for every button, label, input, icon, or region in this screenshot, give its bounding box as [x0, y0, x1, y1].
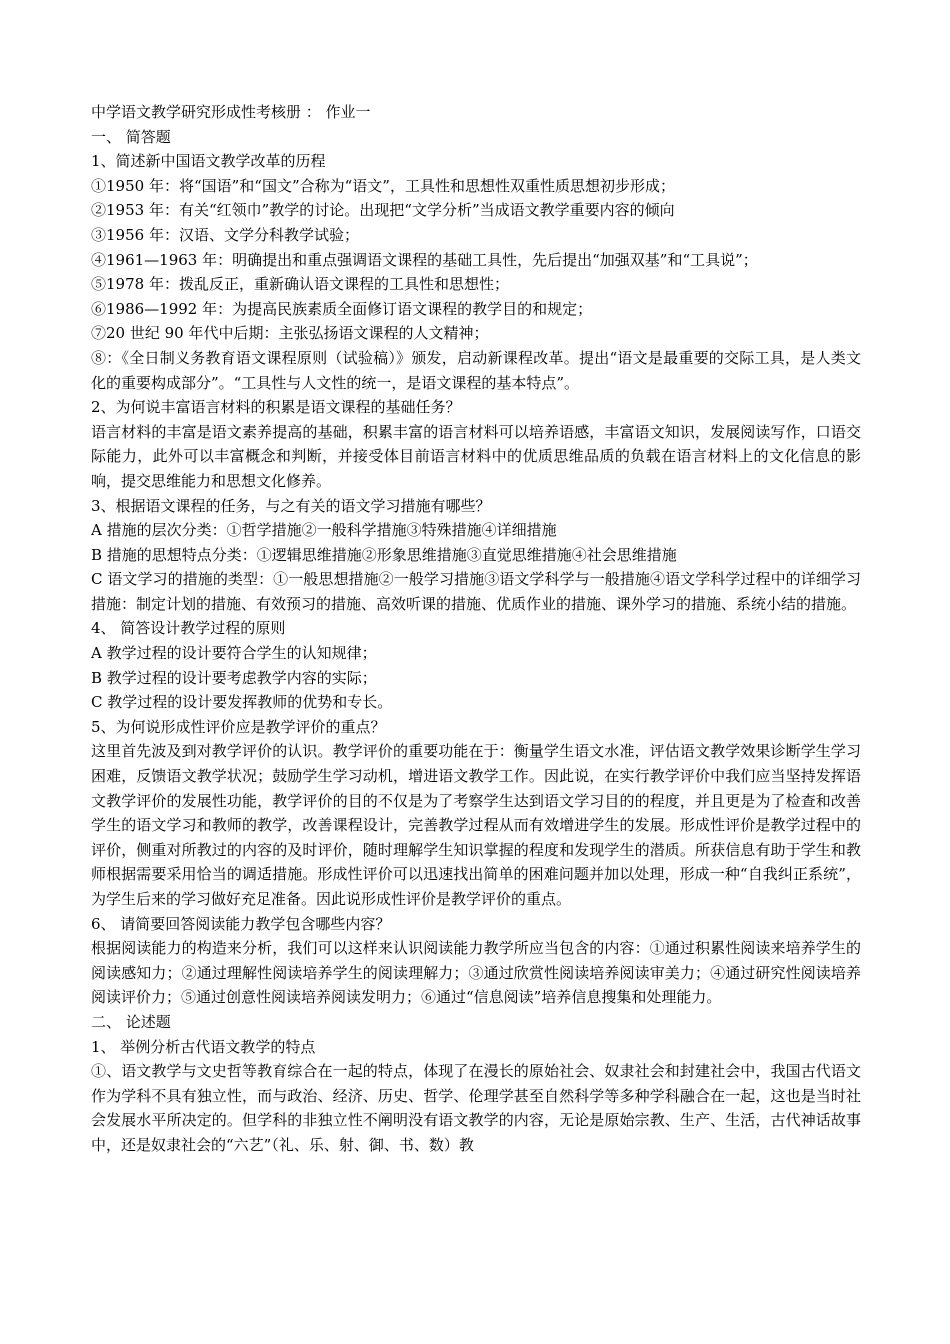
question-2-title: 2、为何说丰富语言材料的积累是语文课程的基础任务？ [91, 398, 461, 417]
essay-1-answer: ①、语文教学与文史哲等教育综合在一起的特点，体现了在漫长的原始社会、奴隶社会和封建社会中，我国古代语文作为学科不具有独立性，而与政治、经济、历史、哲学、伦理学甚至自然科学等多种学科融合在一起，这也是当时社会发展水平所决定的。但学科的非独立性不阐明没有语文教学的内容，无论是原始宗教、生产、生活，古代神话故事中，还是奴隶社会的“六艺”（礼、乐、射、御、书、数）教 [91, 1062, 861, 1154]
question-5-answer: 这里首先波及到对教学评价的认识。教学评价的重要功能在于：衡量学生语文水准，评估语文教学效果诊断学生学习困难，反馈语文教学状况；鼓励学生学习动机，增进语文教学工作。因此说，在实行教学评价中我们应当坚持发挥语文教学评价的发展性功能，教学评价的目的不仅是为了考察学生达到语文学习目的的程度，并且更是为了检查和改善学生的语文学习和教师的教学，改善课程设计，完善教学过程从而有效增进学生的发展。形成性评价是教学过程中的评价，侧重对所教过的内容的及时评价，随时理解学生知识掌握的程度和发现学生的潜质。所获信息有助于学生和教师根据需要采用恰当的调适措施。形成性评价可以迅速找出简单的困难问题并加以处理，形成一种“自我纠正系统”，为学生后来的学习做好充足准备。因此说形成性评价是教学评价的重点。 [91, 742, 861, 908]
question-6-answer: 根据阅读能力的构造来分析，我们可以这样来认识阅读能力教学所应当包含的内容：①通过积累性阅读来培养学生的阅读感知力；②通过理解性阅读培养学生的阅读理解力；③通过欣赏性阅读培养阅读审美力；④通过研究性阅读培养阅读评价力；⑤通过创意性阅读培养阅读发明力；⑥通过“信息阅读”培养信息搜集和处理能力。 [91, 939, 861, 1007]
essay-1-title: 1、 举例分析古代语文教学的特点 [91, 1037, 316, 1056]
question-3-item: B 措施的思想特点分类：①逻辑思维措施②形象思维措施③直觉思维措施④社会思维措施 [91, 545, 677, 564]
question-4-item: C 教学过程的设计要发挥教师的优势和专长。 [91, 693, 393, 712]
section-heading-short-answer: 一、 简答题 [91, 127, 171, 146]
question-4-item: A 教学过程的设计要符合学生的认知规律； [91, 644, 377, 663]
question-1-item: ②1953 年：有关“红领巾”教学的讨论。出现把“文学分析”当成语文教学重要内容的倾向 [91, 201, 675, 220]
document-page [91, 100, 861, 1158]
question-1-item: ⑥1986—1992 年：为提高民族素质全面修订语文课程的教学目的和规定； [91, 299, 593, 318]
question-3-item: A 措施的层次分类：①哲学措施②一般科学措施③特殊措施④详细措施 [91, 521, 557, 540]
question-3-title: 3、根据语文课程的任务，与之有关的语文学习措施有哪些？ [91, 496, 491, 515]
question-1-item: ⑦20 世纪 90 年代中后期：主张弘扬语文课程的人文精神； [91, 324, 489, 343]
question-1-title: 1、简述新中国语文教学改革的历程 [91, 152, 326, 171]
question-1-item: ⑤1978 年：拨乱反正，重新确认语文课程的工具性和思想性； [91, 275, 509, 294]
question-2-answer: 语言材料的丰富是语文素养提高的基础，积累丰富的语言材料可以培养语感，丰富语文知识，发展阅读写作，口语交际能力，此外可以丰富概念和判断，并接受体目前语言材料中的优质思维品质的负载在语言材料上的文化信息的影响，提交思维能力和思想文化修养。 [91, 422, 861, 490]
question-3-item: C 语文学习的措施的类型：①一般思想措施②一般学习措施③语文学科学与一般措施④语文学科学过程中的详细学习措施：制定计划的措施、有效预习的措施、高效听课的措施、优质作业的措施、课外学习的措施、系统小结的措施。 [91, 570, 861, 613]
question-5-title: 5、为何说形成性评价应是教学评价的重点？ [91, 717, 386, 736]
question-1-item: ④1961—1963 年：明确提出和重点强调语文课程的基础工具性，先后提出“加强双基”和“工具说”； [91, 250, 758, 269]
question-1-item: ⑧：《全日制义务教育语文课程原则（试验稿）》颁发，启动新课程改革。提出“语文是最重要的交际工具，是人类文化的重要构成部分”。“工具性与人文性的统一，是语文课程的基本特点”。 [91, 348, 861, 392]
document-title: 中学语文教学研究形成性考核册 ： 作业一 [91, 103, 371, 121]
question-1-item: ①1950 年：将“国语”和“国文”合称为“语文”，工具性和思想性双重性质思想初步形成； [91, 176, 675, 195]
question-6-title: 6、 请简要回答阅读能力教学包含哪些内容？ [91, 914, 391, 933]
question-4-item: B 教学过程的设计要考虑教学内容的实际； [91, 668, 377, 687]
question-4-title: 4、 简答设计教学过程的原则 [91, 619, 286, 638]
section-heading-essay: 二、 论述题 [91, 1012, 171, 1031]
question-1-item: ③1956 年：汉语、文学分科教学试验； [91, 225, 359, 244]
